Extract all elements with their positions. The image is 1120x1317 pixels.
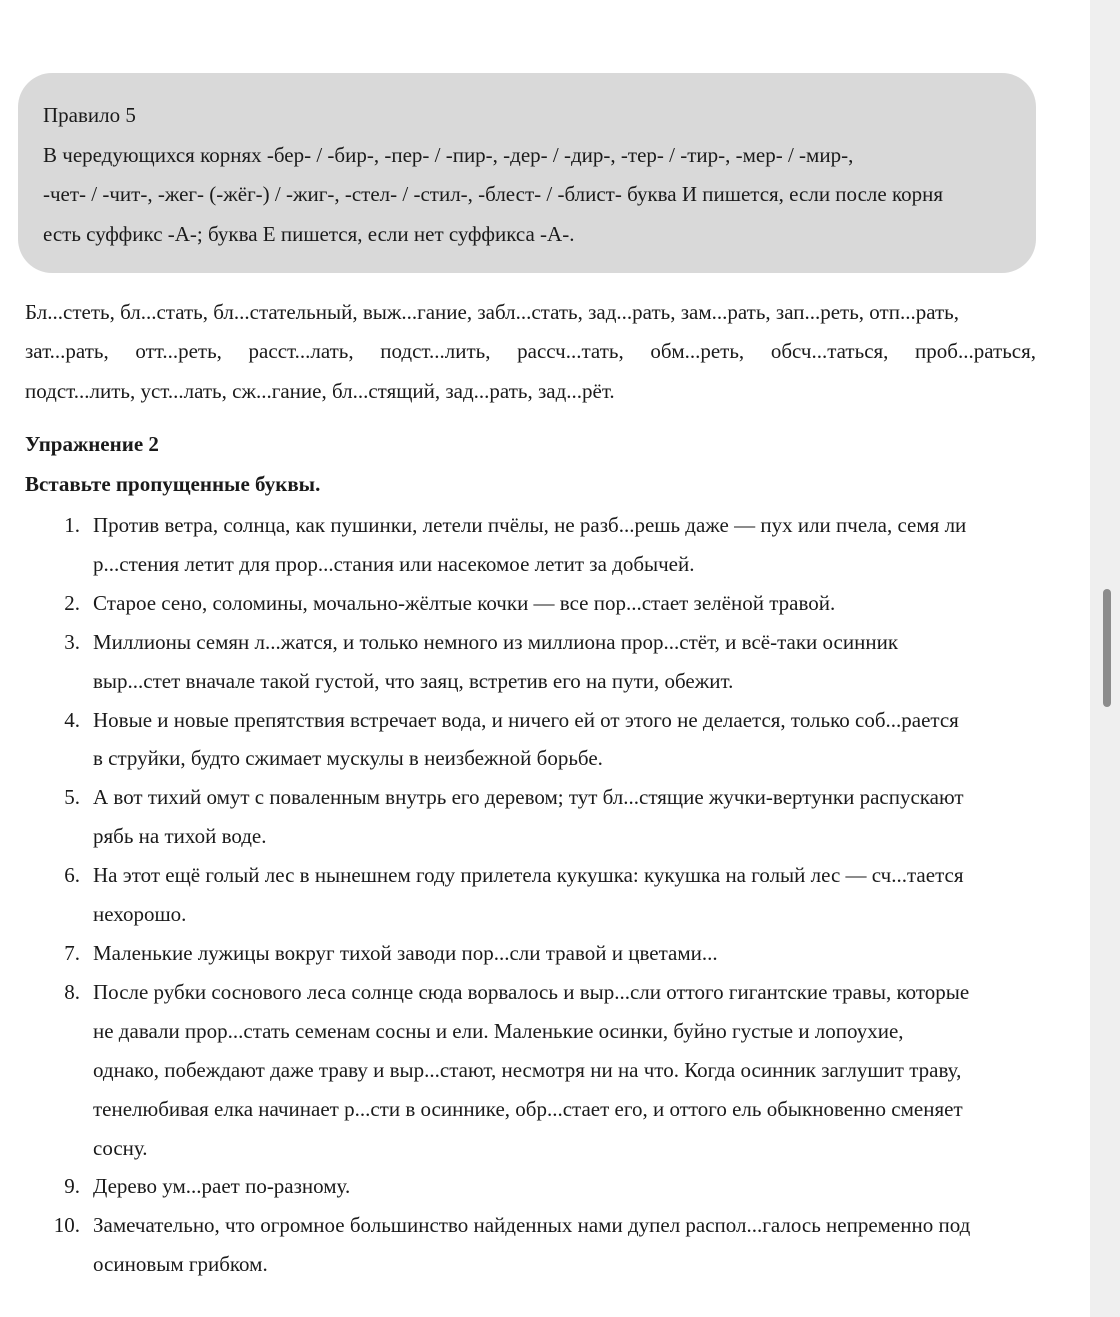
vertical-scrollbar[interactable] — [1090, 0, 1120, 1317]
item-line: А вот тихий омут с поваленным внутрь его деревом; тут бл...стящие жучки-вертунки распускают — [93, 785, 964, 810]
exercise-item — [0, 778, 1060, 856]
rule-line: есть суффикс -А-; буква Е пишется, если нет суффикса -А-. — [43, 221, 575, 246]
item-line: После рубки соснового леса солнце сюда ворвалось и выр...сли оттого гигантские травы, которые — [93, 979, 970, 1004]
rule-line: -чет- / -чит-, -жег- (-жёг-) / -жиг-, -стел- / -стил-, -блест- / -блист- буква И пишется, если после корня — [43, 182, 943, 207]
item-line: р...стения летит для прор...стания или насекомое летит за добычей. — [93, 551, 695, 576]
item-number: 2. — [64, 590, 80, 615]
exercise-item — [0, 856, 1060, 934]
item-line: нехорошо. — [93, 902, 187, 927]
item-line: не давали прор...стать семенам сосны и ели. Маленькие осинки, буйно густые и лопоухие, — [93, 1018, 904, 1043]
word-line: зат...рать, отт...реть, расст...лать, подст...лить, рассч...тать, обм...реть, обсч...таться, проб...раться, — [25, 339, 1036, 364]
item-line: На этот ещё голый лес в нынешнем году прилетела кукушка: кукушка на голый лес — сч...тается — [93, 863, 964, 888]
item-number: 5. — [64, 785, 80, 810]
exercise-instruction: Вставьте пропущенные буквы. — [25, 472, 321, 496]
exercise-list — [0, 506, 1060, 1284]
item-number: 9. — [64, 1174, 80, 1199]
item-line: Маленькие лужицы вокруг тихой заводи пор...сли травой и цветами... — [93, 940, 718, 965]
item-number: 1. — [64, 513, 80, 537]
item-number: 10. — [53, 1213, 80, 1238]
item-line: рябь на тихой воде. — [93, 824, 267, 849]
word-line: подст...лить, уст...лать, сж...гание, бл...стящий, зад...рать, зад...рёт. — [25, 378, 615, 403]
rule-line: В чередующихся корнях -бер- / -бир-, -пер- / -пир-, -дер- / -дир-, -тер- / -тир-, -мер- / -мир-, — [43, 142, 854, 167]
exercise-item — [0, 1206, 1060, 1284]
exercise-item — [0, 934, 1060, 973]
exercise-item — [0, 1167, 1060, 1206]
item-number: 8. — [64, 979, 80, 1004]
exercise-item — [0, 506, 1060, 584]
item-line: тенелюбивая елка начинает р...сти в осиннике, обр...стает его, и оттого ель обыкновенно сменяет — [93, 1096, 963, 1121]
item-line: Старое сено, соломины, мочально-жёлтые кочки — все пор...стает зелёной травой. — [93, 590, 836, 615]
word-line: Бл...стеть, бл...стать, бл...стательный, выж...гание, забл...стать, зад...рать, зам...рать, зап...реть, отп...рать, — [25, 300, 959, 324]
item-number: 3. — [64, 629, 80, 654]
item-line: выр...стет вначале такой густой, что заяц, встретив его на пути, обежит. — [93, 668, 734, 693]
item-line: Миллионы семян л...жатся, и только немного из миллиона прор...стёт, и всё-таки осинник — [93, 629, 899, 654]
exercise-item — [0, 973, 1060, 1168]
item-line: Дерево ум...рает по-разному. — [93, 1174, 351, 1199]
item-line: в струйки, будто сжимает мускулы в неизбежной борьбе. — [93, 746, 603, 771]
item-line: однако, побеждают даже траву и выр...стают, несмотря ни на что. Когда осинник заглушит траву, — [93, 1057, 962, 1082]
exercise-item — [0, 701, 1060, 779]
rule-title: Правило 5 — [43, 103, 136, 127]
word-list — [25, 293, 1036, 411]
exercise-title: Упражнение 2 — [25, 432, 159, 456]
item-number: 7. — [64, 940, 80, 965]
exercise-item — [0, 584, 1060, 623]
item-line: Замечательно, что огромное большинство найденных нами дупел распол...галось непременно под — [93, 1213, 971, 1238]
item-number: 6. — [64, 863, 80, 888]
item-number: 4. — [64, 707, 80, 732]
rule-box — [18, 73, 1036, 273]
exercise-item — [0, 623, 1060, 701]
item-line: сосну. — [93, 1135, 148, 1160]
item-line: осиновым грибком. — [93, 1252, 268, 1277]
scrollbar-thumb[interactable] — [1103, 589, 1111, 707]
item-line: Новые и новые препятствия встречает вода, и ничего ей от этого не делается, только соб...рается — [93, 707, 959, 732]
item-line: Против ветра, солнца, как пушинки, летели пчёлы, не разб...решь даже — пух или пчела, семя ли — [93, 513, 967, 537]
